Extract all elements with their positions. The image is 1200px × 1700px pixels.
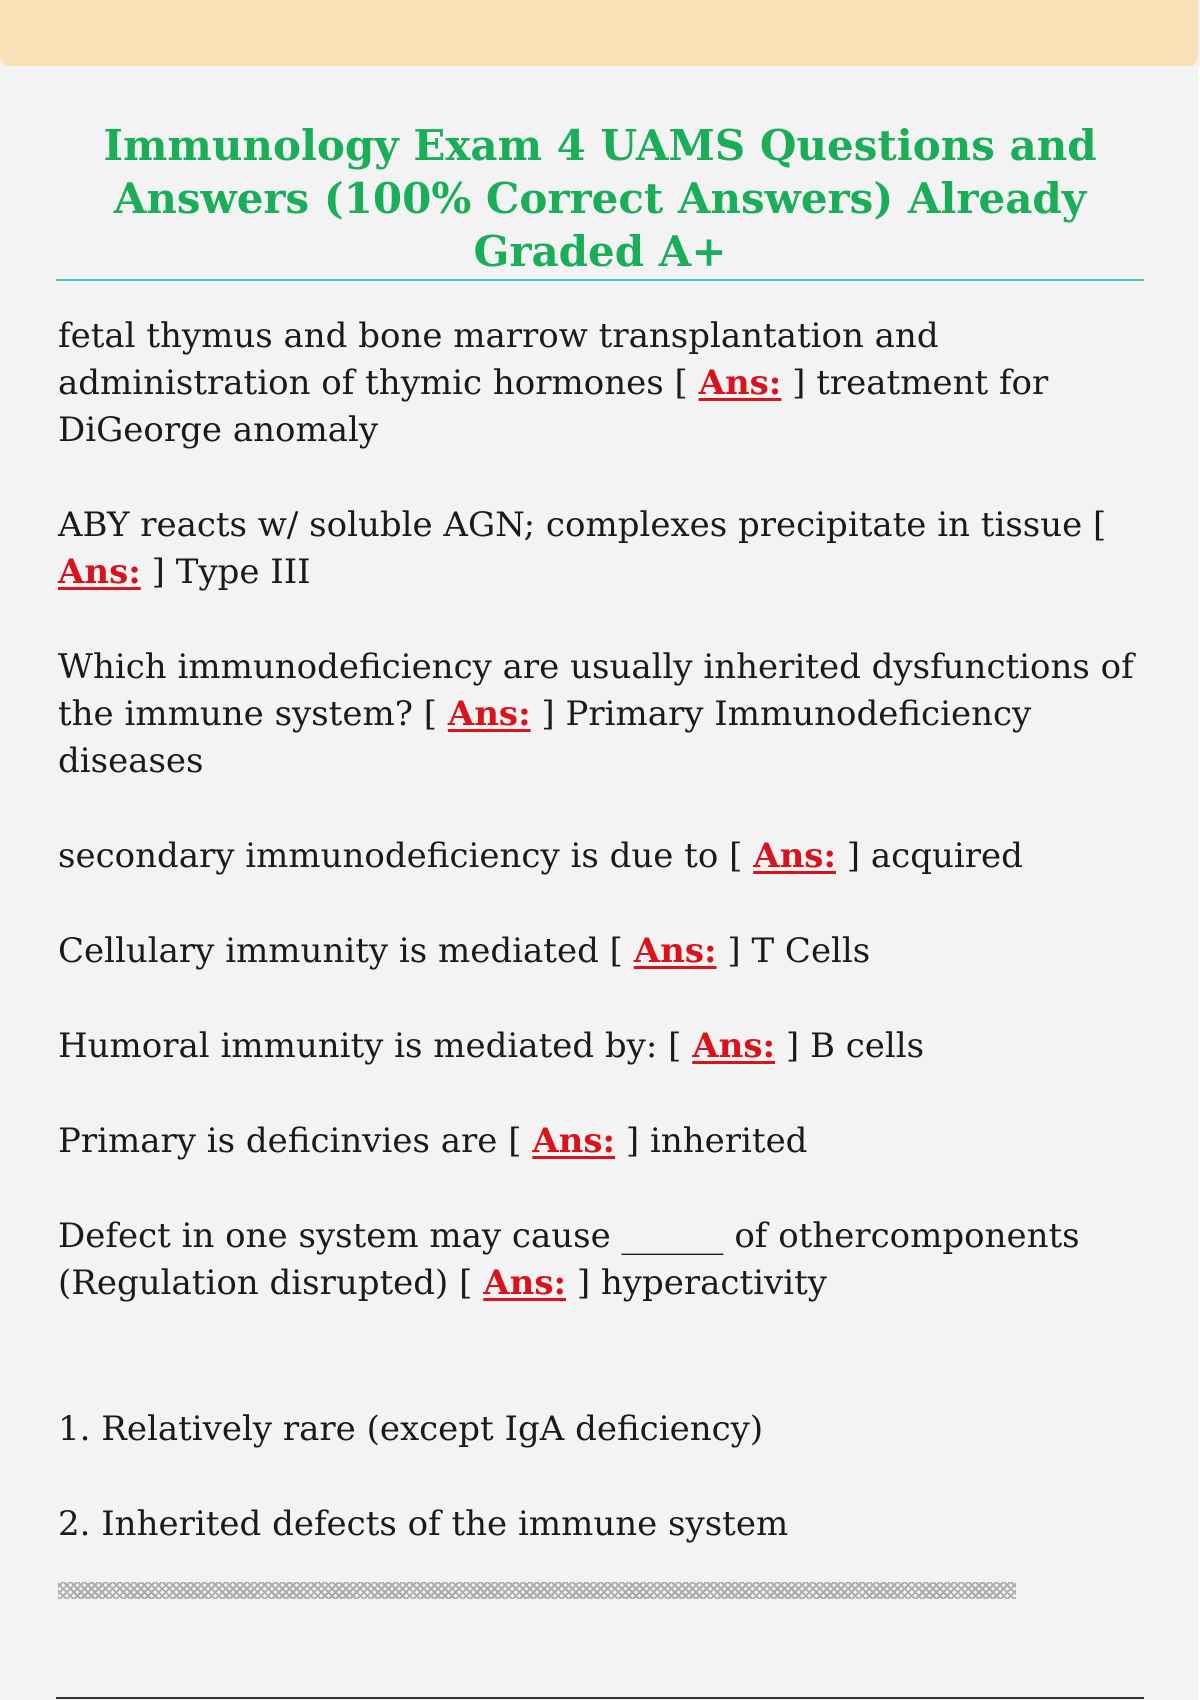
document-title: Immunology Exam 4 UAMS Questions and Answers (100% Correct Answers) Already Graded A+ <box>103 121 1097 276</box>
question-text: ABY reacts w/ soluble AGN; complexes precipitate in tissue <box>58 505 1083 545</box>
qa-item: fetal thymus and bone marrow transplantation and administration of thymic hormones [ Ans: ] treatment for DiGeorge anomaly <box>58 316 1049 450</box>
qa-item: secondary immunodeficiency is due to [ Ans: ] acquired <box>58 836 1023 876</box>
question-text: Defect in one system may cause ______ of othercomponents (Regulation disrupted) <box>58 1216 1080 1303</box>
answer-text: treatment for DiGeorge anomaly <box>58 363 1049 450</box>
ans-label: Ans: <box>698 363 782 403</box>
answer-text: inherited <box>649 1121 808 1161</box>
qa-item: Defect in one system may cause ______ of othercomponents (Regulation disrupted) [ Ans: ] hyperactivity <box>58 1216 1080 1303</box>
ans-label: Ans: <box>753 836 836 876</box>
top-banner <box>0 0 1198 66</box>
ans-label: Ans: <box>692 1026 776 1066</box>
answer-text: Type III <box>175 552 311 592</box>
ans-label: Ans: <box>483 1263 567 1303</box>
qa-list <box>58 313 1158 1355</box>
question-text: fetal thymus and bone marrow transplantation and administration of thymic hormones <box>58 316 939 403</box>
question-text: Cellulary immunity is mediated <box>58 931 599 971</box>
answer-text: acquired <box>870 836 1023 876</box>
question-text: secondary immunodeficiency is due to <box>58 836 719 876</box>
note-item: 1. Relatively rare (except IgA deficiency) <box>58 1409 764 1449</box>
question-text: Humoral immunity is mediated by: <box>58 1026 658 1066</box>
title-divider <box>56 279 1144 281</box>
note-list <box>58 1406 1158 1596</box>
answer-text: B cells <box>809 1026 925 1066</box>
answer-text: Primary Immunodeficiency diseases <box>58 694 1032 781</box>
ans-label: Ans: <box>633 931 717 971</box>
question-text: Which immunodeficiency are usually inherited dysfunctions of the immune system? <box>58 647 1134 734</box>
answer-text: T Cells <box>751 931 871 971</box>
ans-label: Ans: <box>58 552 141 592</box>
qa-item: Cellulary immunity is mediated [ Ans: ] T Cells <box>58 931 871 971</box>
answer-text: hyperactivity <box>600 1263 827 1303</box>
note-item: 2. Inherited defects of the immune system <box>58 1504 789 1544</box>
question-text: Primary is deficinvies are <box>58 1121 498 1161</box>
qa-item: ABY reacts w/ soluble AGN; complexes precipitate in tissue [ Ans: ] Type III <box>58 505 1107 592</box>
qa-item: Which immunodeficiency are usually inherited dysfunctions of the immune system? [ Ans: ] Primary Immunodeficiency diseases <box>58 647 1134 781</box>
truncation-marker <box>58 1582 1016 1599</box>
qa-item: Humoral immunity is mediated by: [ Ans: ] B cells <box>58 1026 925 1066</box>
footer-divider <box>56 1697 1144 1699</box>
ans-label: Ans: <box>447 694 531 734</box>
qa-item: Primary is deficinvies are [ Ans: ] inherited <box>58 1121 808 1161</box>
ans-label: Ans: <box>532 1121 616 1161</box>
